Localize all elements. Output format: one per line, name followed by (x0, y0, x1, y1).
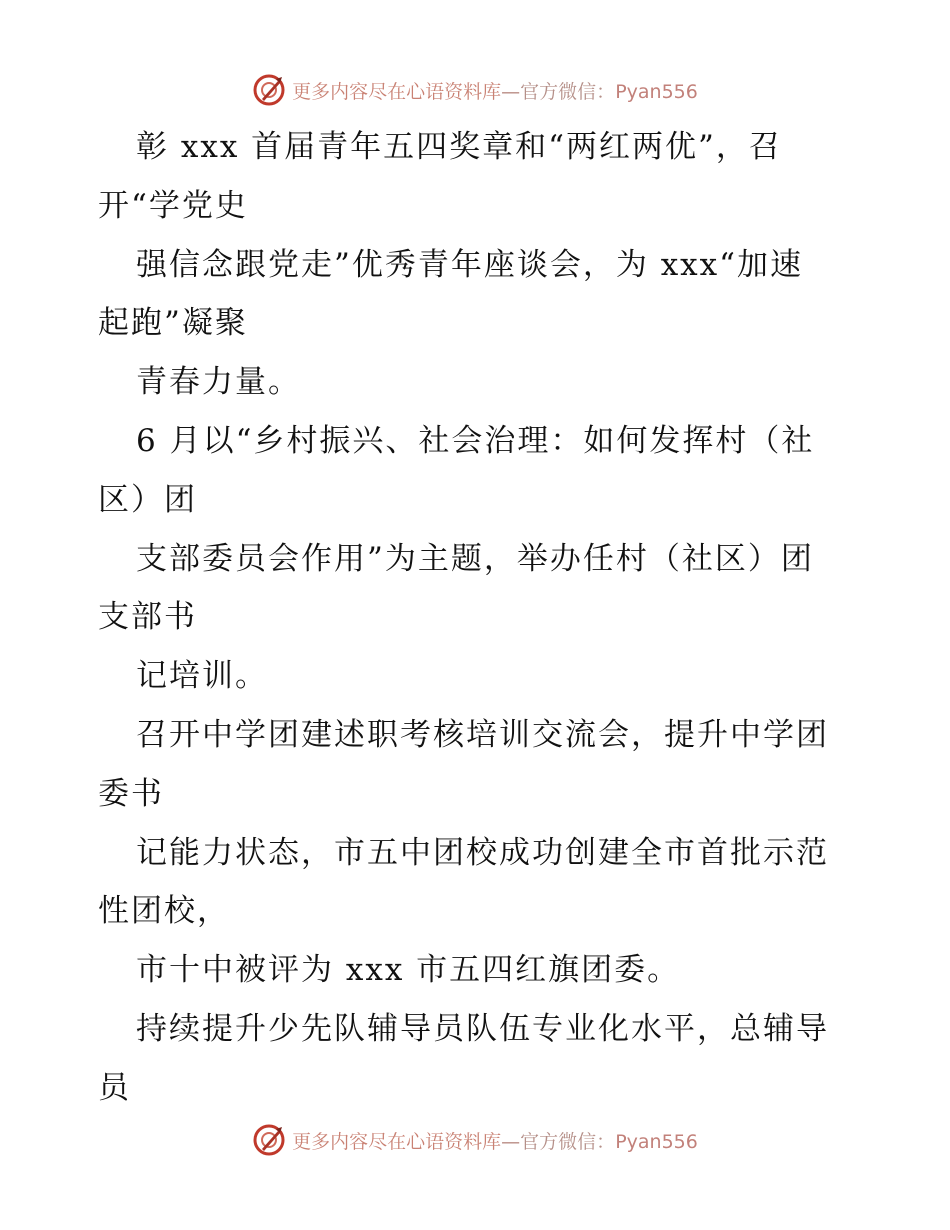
watermark-text (292, 1127, 698, 1154)
watermark-id: Pyan556 (615, 1130, 698, 1153)
text-line: 支部委员会作用”为主题，举办任村（社区）团 (136, 540, 814, 577)
text-line: 员 (98, 1069, 131, 1106)
watermark-main: 更多内容尽在心语资料库 (292, 80, 502, 103)
watermark-separator: — (501, 80, 521, 103)
text-line: 持续提升少先队辅导员队伍专业化水平，总辅导 (136, 1010, 829, 1047)
text-line: 起跑”凝聚 (98, 305, 248, 342)
text-line: 区）团 (98, 481, 197, 518)
brand-logo-icon (252, 1123, 286, 1157)
footer-watermark (0, 1120, 950, 1160)
text-line: 青春力量。 (136, 364, 301, 401)
document-body (98, 118, 858, 1118)
text-line: 记培训。 (136, 658, 268, 695)
header-watermark (0, 70, 950, 110)
watermark-main: 更多内容尽在心语资料库 (292, 1130, 502, 1153)
text-line: 开“学党史 (98, 187, 248, 224)
text-line: 彰 xxx 首届青年五四奖章和“两红两优”，召 (136, 129, 782, 165)
text-line: 6 月以“乡村振兴、社会治理：如何发挥村（社 (136, 422, 815, 459)
text-line: 性团校， (98, 893, 230, 930)
text-line: 强信念跟党走”优秀青年座谈会，为 xxx“加速 (136, 246, 803, 283)
watermark-sub: 官方微信： (520, 80, 616, 103)
brand-logo-icon (252, 73, 286, 107)
watermark-text (292, 77, 698, 104)
watermark-separator: — (501, 1130, 521, 1153)
text-line: 召开中学团建述职考核培训交流会，提升中学团 (136, 716, 829, 753)
text-line: 市十中被评为 xxx 市五四红旗团委。 (136, 952, 681, 989)
text-line: 记能力状态，市五中团校成功创建全市首批示范 (136, 834, 829, 871)
watermark-sub: 官方微信： (520, 1130, 616, 1153)
text-line: 委书 (98, 775, 164, 812)
text-line: 支部书 (98, 599, 197, 636)
watermark-id: Pyan556 (615, 80, 698, 103)
